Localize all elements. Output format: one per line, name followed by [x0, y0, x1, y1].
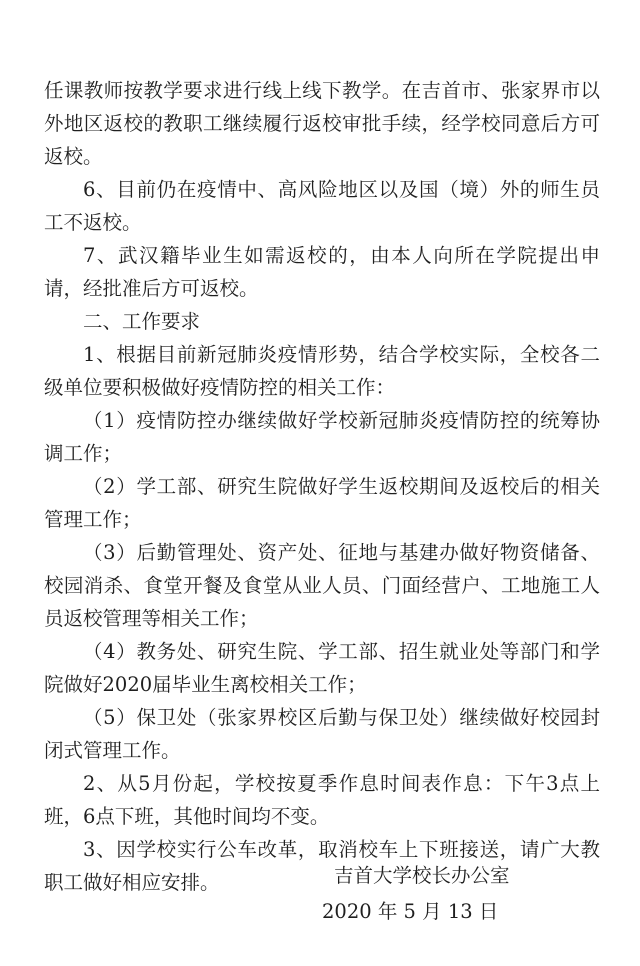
section-heading-work-requirements: 二、工作要求 — [83, 310, 201, 333]
signature-org: 吉首大学校长办公室 — [334, 864, 510, 887]
signature-block — [322, 858, 542, 930]
paragraph-subitem-4: （4）教务处、研究生院、学工部、招生就业处等部门和学院做好2020届毕业生离校相关工作； — [44, 640, 600, 696]
paragraph-item-7: 7、武汉籍毕业生如需返校的，由本人向所在学院提出申请，经批准后方可返校。 — [44, 244, 600, 300]
paragraph-subitem-5: （5）保卫处（张家界校区后勤与保卫处）继续做好校园封闭式管理工作。 — [44, 706, 600, 762]
paragraph-subitem-1: （1）疫情防控办继续做好学校新冠肺炎疫情防控的统筹协调工作； — [44, 409, 600, 465]
paragraph-subitem-3: （3）后勤管理处、资产处、征地与基建办做好物资储备、校园消杀、食堂开餐及食堂从业人员、门面经营户、工地施工人员返校管理等相关工作； — [44, 541, 600, 630]
paragraph-requirement-3: 3、因学校实行公车改革，取消校车上下班接送，请广大教职工做好相应安排。 — [44, 838, 600, 894]
paragraph-item-6: 6、目前仍在疫情中、高风险地区以及国（境）外的师生员工不返校。 — [44, 178, 600, 234]
document-body — [44, 74, 600, 899]
signature-date: 2020 年 5 月 13 日 — [322, 900, 499, 923]
paragraph-requirement-1: 1、根据目前新冠肺炎疫情形势，结合学校实际，全校各二级单位要积极做好疫情防控的相关工作： — [44, 343, 600, 399]
paragraph-requirement-2: 2、从5月份起，学校按夏季作息时间表作息：下午3点上班，6点下班，其他时间均不变。 — [44, 772, 600, 828]
paragraph-subitem-2: （2）学工部、研究生院做好学生返校期间及返校后的相关管理工作； — [44, 475, 600, 531]
paragraph-continuation: 任课教师按教学要求进行线上线下教学。在吉首市、张家界市以外地区返校的教职工继续履行返校审批手续，经学校同意后方可返校。 — [44, 79, 600, 168]
